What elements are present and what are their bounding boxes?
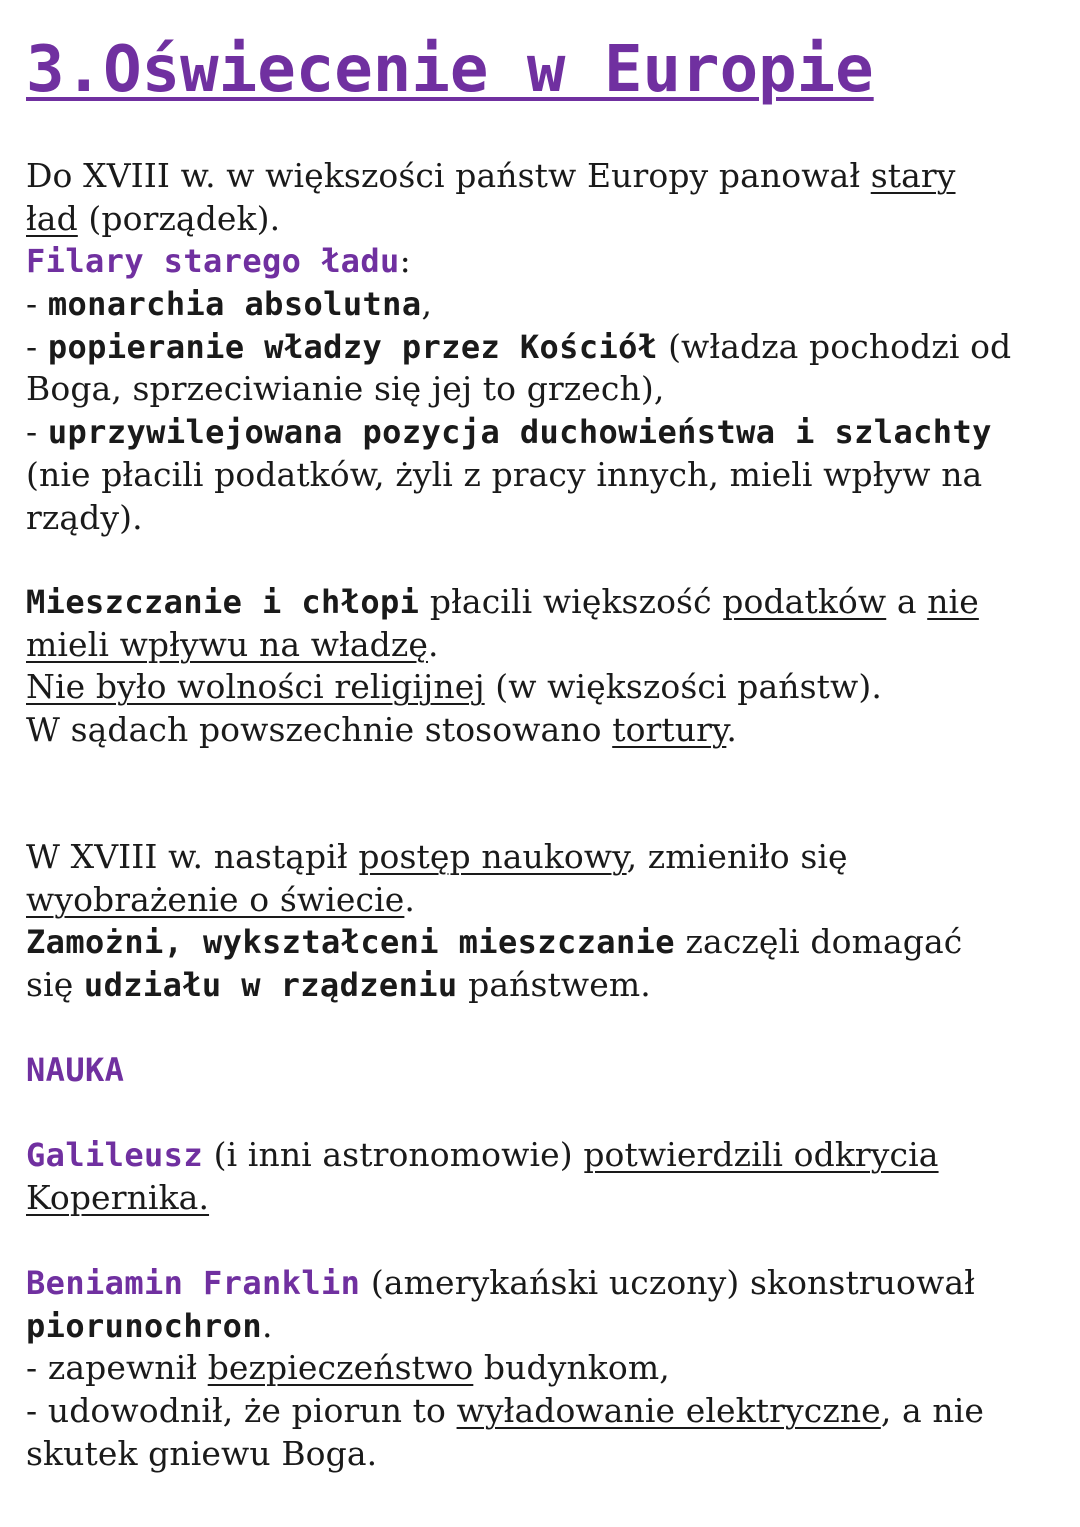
pillar-item-1 (26, 283, 1056, 326)
person-name: Galileusz (26, 1136, 203, 1174)
body-text: , zmieniło się (626, 837, 848, 876)
franklin-item-1 (26, 1347, 1056, 1390)
pillar-item-3-cont: (nie płacili podatków, żyli z pracy innych, mieli wpływ na (26, 454, 983, 494)
underlined-term: nie (927, 582, 979, 621)
body-text: się (26, 965, 84, 1005)
galileo-line-2 (26, 1177, 1056, 1220)
underlined-term: Nie było wolności religijnej (26, 667, 485, 707)
change-line-4 (26, 964, 1056, 1007)
person-name: Beniamin Franklin (26, 1264, 361, 1302)
underlined-term: Kopernika. (26, 1177, 210, 1217)
galileo-line-1 (26, 1134, 1056, 1177)
underlined-term: podatków (722, 582, 887, 621)
pillar-item-2 (26, 326, 1056, 369)
society-line-4 (26, 709, 1056, 752)
bold-term: Zamożni, wykształceni mieszczanie (26, 923, 675, 962)
bold-term: Mieszczanie i chłopi (26, 583, 420, 621)
franklin-line-2 (26, 1305, 1056, 1348)
body-text: (w większości państw). (484, 667, 882, 707)
society-line-2 (26, 624, 1056, 667)
change-line-3 (26, 921, 1056, 964)
intro-text: Do XVIII w. w większości państw Europy panował (26, 156, 871, 195)
intro-line-2 (26, 198, 1056, 241)
pillars-heading-line (26, 240, 1056, 283)
bold-term: udziału w rządzeniu (83, 966, 458, 1005)
pillars-heading: Filary starego ładu (26, 242, 400, 281)
body-text: W XVIII w. nastąpił (26, 837, 359, 876)
body-text: państwem. (457, 965, 651, 1005)
underlined-term: mieli wpływu na władzę (26, 624, 428, 664)
intro-line-1 (26, 155, 1056, 198)
punct-text: . (726, 710, 737, 750)
society-line-1 (26, 581, 1056, 624)
body-text: , a nie (880, 1391, 984, 1431)
franklin-item-2-cont: skutek gniewu Boga. (26, 1433, 378, 1473)
science-heading-block (26, 1049, 1056, 1092)
bold-term: popieranie władzy przez Kościół (47, 327, 658, 366)
bold-term: monarchia absolutna (47, 285, 422, 324)
intro-paragraph (26, 155, 1056, 539)
body-text: płacili większość (419, 582, 723, 621)
body-text: zaczęli domagać (674, 922, 963, 962)
underlined-term: potwierdzili odkrycia (583, 1135, 939, 1174)
body-text: budynkom, (473, 1348, 670, 1388)
galileo-paragraph (26, 1134, 1056, 1219)
pillar-item-2-cont: Boga, sprzeciwianie się jej to grzech), (26, 369, 665, 409)
dash-text: - (26, 326, 48, 366)
body-text: (i inni astronomowie) (203, 1135, 584, 1174)
page-title: 3.Oświecenie w Europie (26, 33, 874, 107)
science-heading: NAUKA (26, 1051, 125, 1089)
pillar-item-3-cont-2: rządy). (26, 497, 143, 537)
underlined-term: wyobrażenie o świecie (26, 879, 405, 919)
body-text: a (886, 582, 928, 621)
bold-term: piorunochron (26, 1306, 262, 1345)
punct-text: . (404, 879, 415, 919)
body-text: - zapewnił (26, 1348, 208, 1388)
change-paragraph (26, 836, 1056, 1007)
body-text: (władza pochodzi od (657, 326, 1012, 366)
pillar-item-3 (26, 411, 1056, 454)
underlined-term: wyładowanie elektryczne (456, 1391, 881, 1431)
society-paragraph (26, 581, 1056, 752)
society-line-3 (26, 666, 1056, 709)
underlined-term: bezpieczeństwo (207, 1348, 474, 1388)
body-text: (amerykański uczony) skonstruował (360, 1263, 975, 1302)
body-text: - udowodnił, że piorun to (26, 1391, 457, 1431)
punct-text: , (421, 284, 433, 324)
underlined-term: stary (870, 156, 956, 195)
underlined-term: tortury (612, 710, 727, 750)
bold-term: uprzywilejowana pozycja duchowieństwa i szlachty (47, 413, 992, 452)
punct-text: . (262, 1305, 273, 1345)
franklin-paragraph (26, 1262, 1056, 1475)
colon-text: : (399, 241, 411, 281)
franklin-line-1 (26, 1262, 1056, 1305)
underlined-term: ład (26, 198, 78, 238)
underlined-term: postęp naukowy (358, 837, 627, 876)
body-text: W sądach powszechnie stosowano (26, 710, 613, 750)
change-line-1 (26, 836, 1056, 879)
dash-text: - (26, 284, 48, 324)
change-line-2 (26, 879, 1056, 922)
intro-text: (porządek). (77, 198, 281, 238)
punct-text: . (427, 624, 439, 664)
franklin-item-2 (26, 1390, 1056, 1433)
dash-text: - (26, 412, 48, 452)
